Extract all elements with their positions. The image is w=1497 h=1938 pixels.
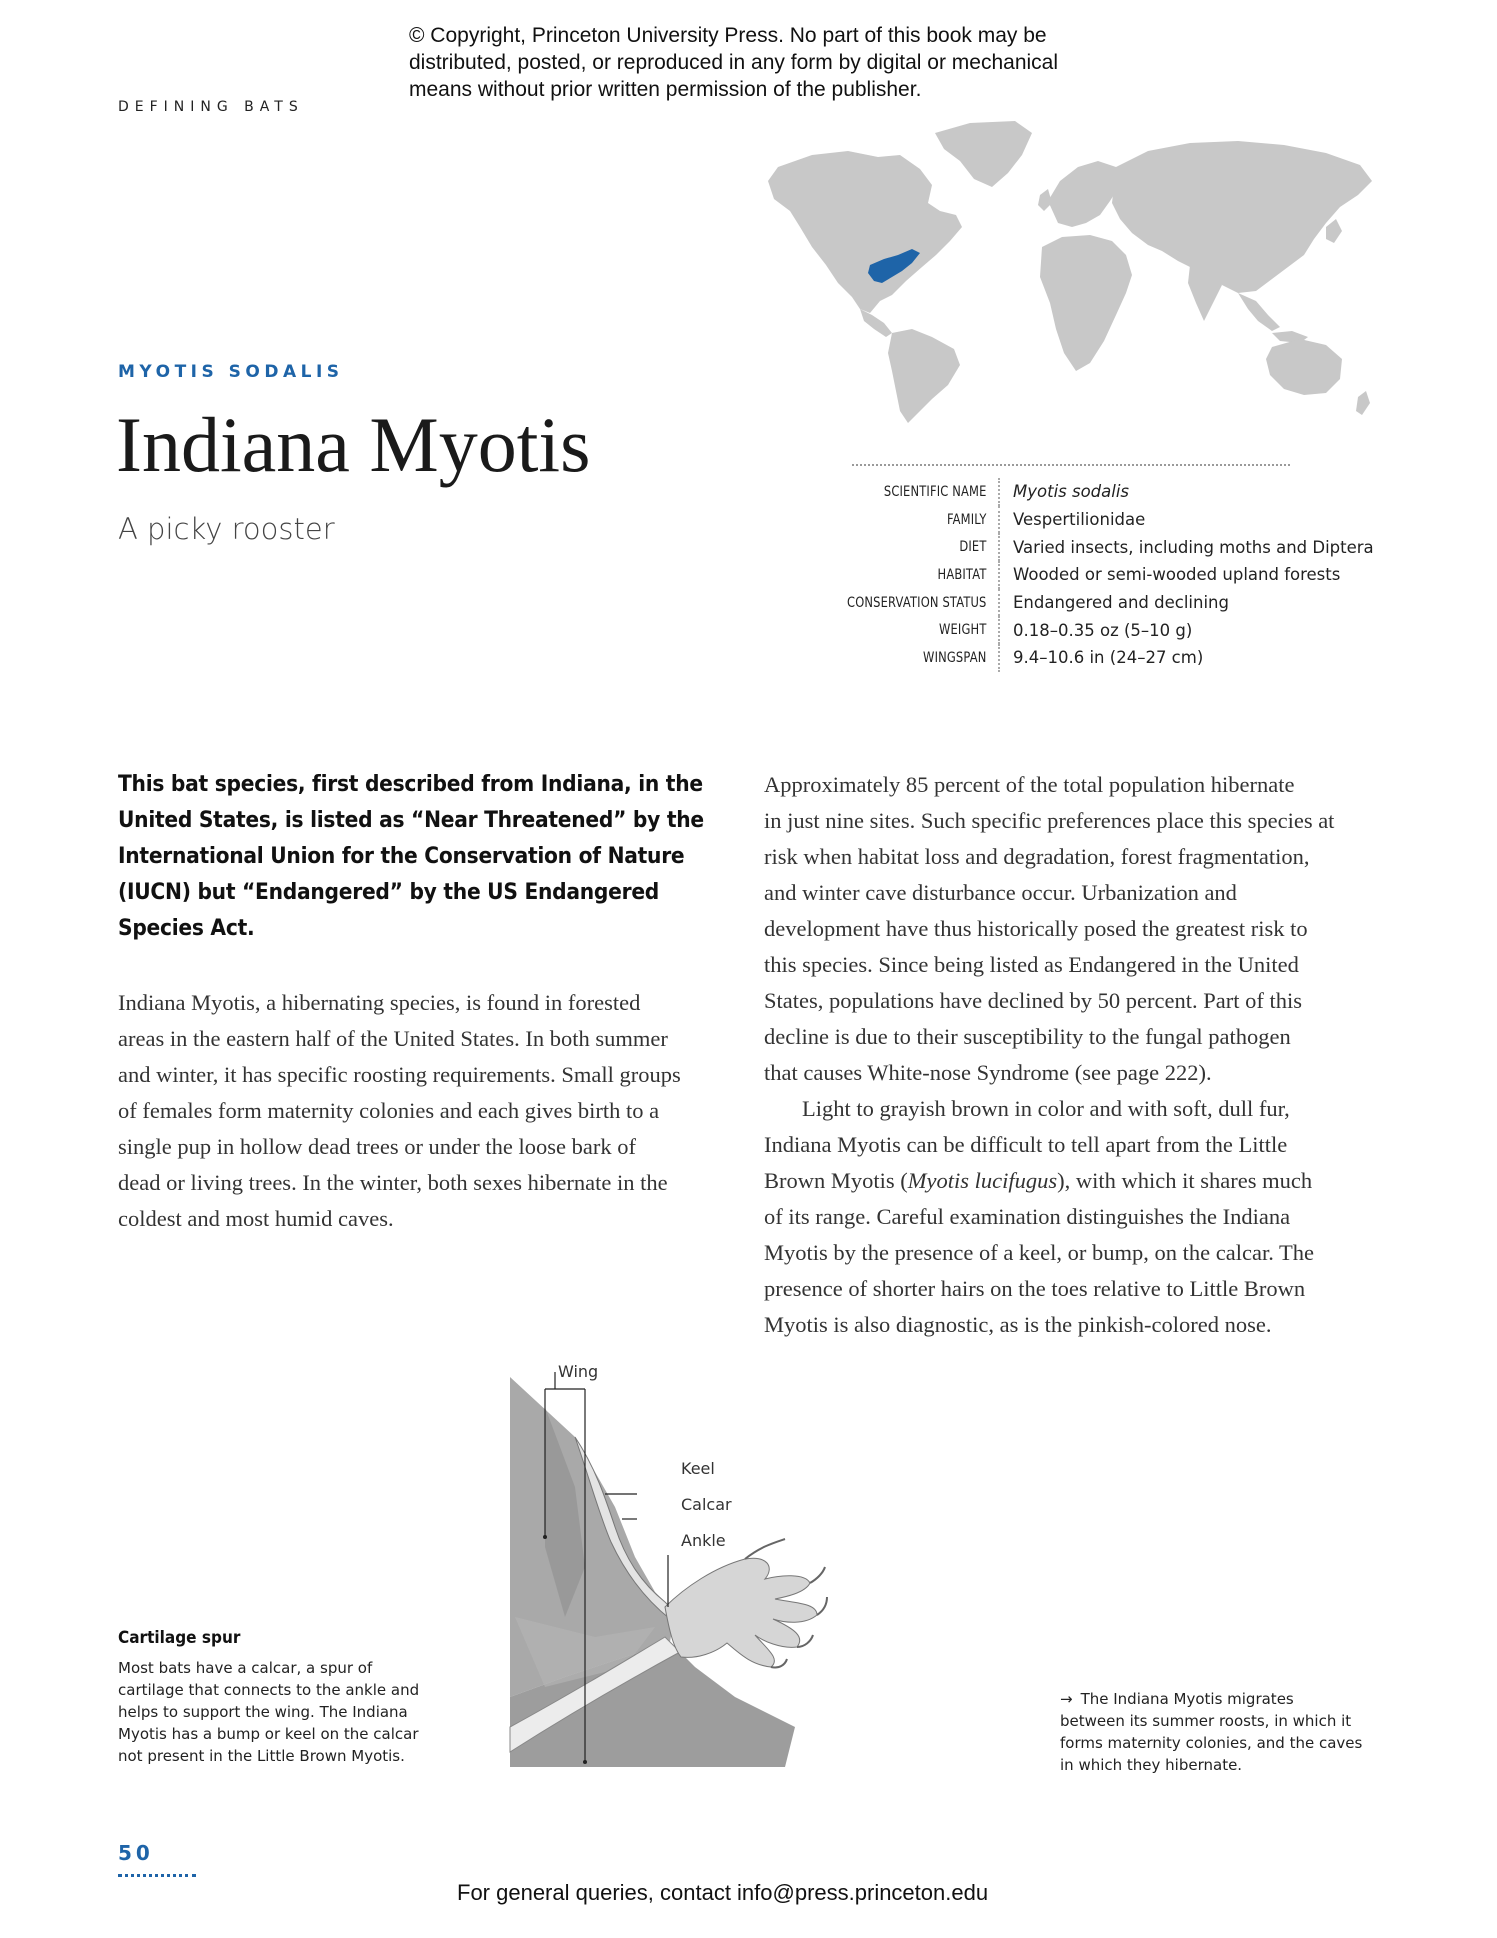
lead-line: This bat species, first described from Indiana, in the [118,771,703,797]
caption-text [118,1657,448,1767]
page-number: 50 [118,1841,154,1865]
copyright-line: © Copyright, Princeton University Press. No part of this book may be [409,24,1047,47]
body-line: areas in the eastern half of the United States. In both summer [118,1026,668,1051]
figure-label-ankle: Ankle [681,1531,726,1550]
arrow-right-icon: → [1060,1690,1073,1708]
body-line: in just nine sites. Such specific preferences place this species at [764,808,1335,833]
fact-separator [998,506,1001,534]
body-line: Myotis by the presence of a keel, or bump, on the calcar. The [764,1240,1315,1265]
running-head: DEFINING BATS [118,99,304,115]
copyright-line: distributed, posted, or reproduced in any form by digital or mechanical [409,51,1059,74]
fact-row [760,644,1380,672]
page-number-dots [118,1874,196,1877]
fact-value: Myotis sodalis [1013,482,1130,502]
fact-value: Endangered and declining [1013,593,1229,613]
body-line: risk when habitat loss and degradation, forest fragmentation, [764,844,1310,869]
body-line: Indiana Myotis, a hibernating species, is found in forested [118,990,641,1015]
species-name-italic: Myotis lucifugus [907,1168,1058,1193]
caption-title: Cartilage spur [118,1628,241,1648]
lead-paragraph [118,766,704,946]
body-line: this species. Since being listed as Endangered in the United [764,952,1299,977]
body-line: coldest and most humid caves. [118,1206,394,1231]
lead-line: (IUCN) but “Endangered” by the US Endangered [118,879,660,905]
range-map [760,115,1380,425]
figure-label-wing: Wing [558,1362,599,1381]
caption-line-text: The Indiana Myotis migrates [1080,1690,1294,1708]
facts-divider [852,464,1290,466]
fact-separator [998,533,1001,561]
copyright-notice [409,22,1129,103]
caption-line: between its summer roosts, in which it [1060,1712,1352,1730]
caption-line: Myotis has a bump or keel on the calcar [118,1725,419,1743]
copyright-line: means without prior written permission of the publisher. [409,78,922,101]
fact-value: 0.18–0.35 oz (5–10 g) [1013,620,1193,640]
body-line: decline is due to their susceptibility to the fungal pathogen [764,1024,1291,1049]
fact-label: CONSERVATION STATUS [847,594,987,611]
body-line: that causes White-nose Syndrome (see page 222). [764,1060,1212,1085]
fact-separator [998,616,1001,644]
fact-separator [998,478,1001,506]
calcar-illustration [505,1367,895,1767]
figure-label-keel: Keel [681,1459,715,1478]
scientific-name-heading: MYOTIS SODALIS [118,362,344,382]
body-text-span: ), with which it shares much [1057,1168,1313,1193]
fact-value: 9.4–10.6 in (24–27 cm) [1013,648,1204,668]
lead-line: Species Act. [118,915,255,941]
caption-line: cartilage that connects to the ankle and [118,1681,420,1699]
body-text-right [764,767,1384,1343]
toe-claw [745,1539,785,1559]
body-line: of its range. Careful examination distinguishes the Indiana [764,1204,1291,1229]
caption-line [1060,1688,1390,1710]
bat-foot [665,1558,817,1667]
body-line: Indiana Myotis can be difficult to tell apart from the Little [764,1132,1288,1157]
fact-label: DIET [959,539,987,556]
fact-row [760,561,1380,589]
world-landmass [768,121,1372,423]
body-line: and winter cave disturbance occur. Urbanization and [764,880,1237,905]
caption-line: helps to support the wing. The Indiana [118,1703,408,1721]
fact-row [760,506,1380,534]
caption-line: forms maternity colonies, and the caves [1060,1734,1363,1752]
body-line: dead or living trees. In the winter, both sexes hibernate in the [118,1170,668,1195]
fact-label: WEIGHT [938,622,987,639]
footer-contact: For general queries, contact info@press.princeton.edu [457,1880,989,1905]
body-line: Myotis is also diagnostic, as is the pinkish-colored nose. [764,1312,1272,1337]
fact-row [760,478,1380,506]
fact-row [760,533,1380,561]
fact-value: Wooded or semi-wooded upland forests [1013,565,1341,585]
body-line: Light to grayish brown in color and with soft, dull fur, [802,1096,1290,1121]
fact-label: SCIENTIFIC NAME [883,483,987,500]
fact-label: HABITAT [937,566,987,583]
tagline: A picky rooster [118,512,335,546]
caption-cartilage-spur [118,1628,448,1767]
body-line: development have thus historically posed the greatest risk to [764,916,1308,941]
figure-label-calcar: Calcar [681,1495,732,1514]
fact-row [760,616,1380,644]
fact-separator [998,589,1001,617]
toe-claw [810,1567,825,1583]
body-text-left [118,985,728,1237]
page-title: Indiana Myotis [116,401,591,488]
lead-line: United States, is listed as “Near Threatened” by the [118,807,704,833]
toe-claw [817,1597,827,1615]
caption-line: in which they hibernate. [1060,1756,1243,1774]
leader-dot [543,1535,547,1539]
body-line: Approximately 85 percent of the total population hibernate [764,772,1295,797]
body-text-span: Brown Myotis ( [764,1168,908,1193]
fact-label: FAMILY [946,511,987,528]
body-line: of females form maternity colonies and each gives birth to a [118,1098,660,1123]
caption-migration [1060,1679,1390,1776]
body-line: single pup in hollow dead trees or under the loose bark of [118,1134,636,1159]
fact-separator [998,561,1001,589]
body-line: presence of shorter hairs on the toes relative to Little Brown [764,1276,1306,1301]
caption-text [1060,1688,1390,1776]
leader-dot [583,1760,587,1764]
fact-row [760,589,1380,617]
lead-line: International Union for the Conservation of Nature [118,843,685,869]
fact-separator [998,644,1001,672]
body-line: and winter, it has specific roosting requirements. Small groups [118,1062,681,1087]
fact-label: WINGSPAN [923,649,987,666]
fact-value: Varied insects, including moths and Diptera [1013,537,1374,557]
fact-value: Vespertilionidae [1013,510,1146,530]
caption-line: Most bats have a calcar, a spur of [118,1659,373,1677]
body-line: States, populations have declined by 50 percent. Part of this [764,988,1303,1013]
fact-table [760,478,1380,672]
body-line [764,1163,1384,1199]
caption-line: not present in the Little Brown Myotis. [118,1747,405,1765]
